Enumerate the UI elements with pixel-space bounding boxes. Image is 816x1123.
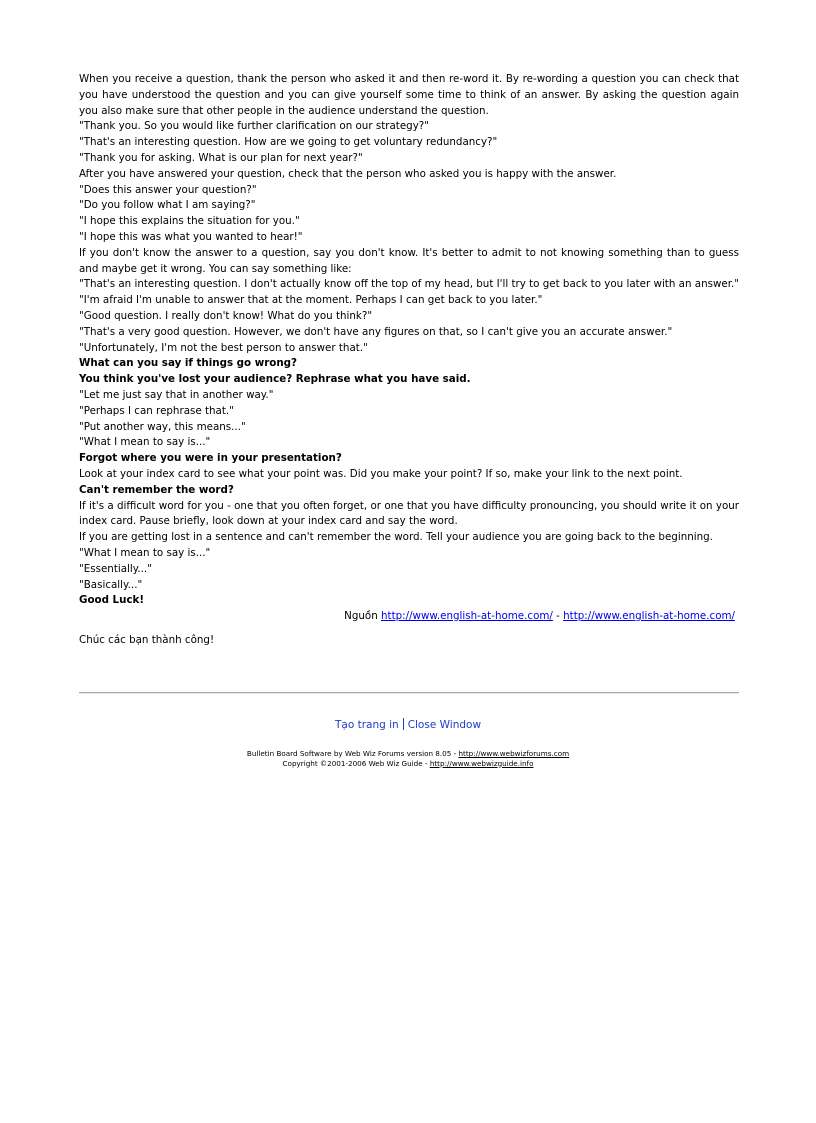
page-actions — [0, 718, 816, 731]
section-heading: You think you've lost your audience? Rephrase what you have said. — [79, 373, 471, 386]
example-phrase: "I hope this explains the situation for you." — [79, 215, 300, 228]
webwizforums-link[interactable]: http://www.webwizforums.com — [458, 749, 570, 758]
source-link[interactable]: http://www.english-at-home.com/ — [563, 610, 735, 623]
closing-wish: Chúc các bạn thành công! — [79, 633, 215, 646]
example-phrase: "Do you follow what I am saying?" — [79, 199, 256, 212]
source-separator: - — [552, 610, 564, 623]
paragraph-difficult-word: If it's a difficult word for you - one that you often forget, or one that you have difficulty pronouncing, you should write it on your index card. Pause briefly, look down at your index card and say the word. — [79, 499, 739, 528]
example-phrase: "Let me just say that in another way." — [79, 388, 274, 401]
example-phrase: "What I mean to say is..." — [79, 546, 211, 559]
close-window-link[interactable]: Close Window — [407, 719, 482, 731]
example-phrase: "Does this answer your question?" — [79, 183, 257, 196]
post-content — [79, 72, 739, 649]
action-separator — [403, 718, 404, 730]
paragraph-lost-sentence: If you are getting lost in a sentence and can't remember the word. Tell your audience you are going back to the beginning. — [79, 531, 713, 544]
example-phrase: "That's an interesting question. I don't actually know off the top of my head, but I'll try to get back to you later with an answer." — [79, 278, 740, 291]
example-phrase: "That's an interesting question. How are we going to get voluntary redundancy?" — [79, 136, 498, 149]
example-phrase: "Basically..." — [79, 578, 143, 591]
section-heading: Forgot where you were in your presentation? — [79, 452, 342, 465]
paragraph-dont-know: If you don't know the answer to a question, say you don't know. It's better to admit to not knowing something than to guess and maybe get it wrong. You can say something like: — [79, 246, 739, 275]
footer-copyright-line — [0, 759, 816, 769]
good-luck-heading: Good Luck! — [79, 594, 145, 607]
example-phrase: "I hope this was what you wanted to hear!" — [79, 230, 303, 243]
section-heading: What can you say if things go wrong? — [79, 357, 298, 370]
example-phrase: "That's a very good question. However, we don't have any figures on that, so I can't give you an accurate answer." — [79, 325, 673, 338]
source-link[interactable]: http://www.english-at-home.com/ — [381, 610, 553, 623]
paragraph-rewording: When you receive a question, thank the person who asked it and then re-word it. By re-wording a question you can check that you have understood the question and you can give yourself some time to think of an answer. By asking the question again you also make sure that other people in the audience understand the question. — [79, 73, 739, 117]
example-phrase: "Essentially..." — [79, 562, 152, 575]
section-heading: Can't remember the word? — [79, 483, 234, 496]
example-phrase: "Good question. I really don't know! What do you think?" — [79, 309, 373, 322]
example-phrase: "Put another way, this means..." — [79, 420, 246, 433]
source-prefix: Nguồn — [344, 610, 382, 623]
example-phrase: "Unfortunately, I'm not the best person to answer that." — [79, 341, 368, 354]
example-phrase: "Perhaps I can rephrase that." — [79, 404, 234, 417]
example-phrase: "I'm afraid I'm unable to answer that at the moment. Perhaps I can get back to you later." — [79, 294, 543, 307]
example-phrase: "Thank you. So you would like further clarification on our strategy?" — [79, 120, 429, 133]
paragraph-index-card: Look at your index card to see what your point was. Did you make your point? If so, make your link to the next point. — [79, 467, 683, 480]
example-phrase: "What I mean to say is..." — [79, 436, 211, 449]
footer-software-line — [0, 749, 816, 759]
source-line — [79, 609, 739, 625]
forum-footer — [0, 749, 816, 768]
footer-copyright-text: Copyright ©2001-2006 Web Wiz Guide - — [282, 758, 430, 768]
paragraph-check-answer: After you have answered your question, check that the person who asked you is happy with the answer. — [79, 167, 617, 180]
print-page-link[interactable]: Tạo trang in — [334, 719, 399, 731]
horizontal-divider — [79, 692, 739, 694]
footer-software-text: Bulletin Board Software by Web Wiz Forums version 8.05 - — [246, 749, 459, 758]
example-phrase: "Thank you for asking. What is our plan for next year?" — [79, 151, 363, 164]
webwizguide-link[interactable]: http://www.webwizguide.info — [429, 758, 534, 768]
